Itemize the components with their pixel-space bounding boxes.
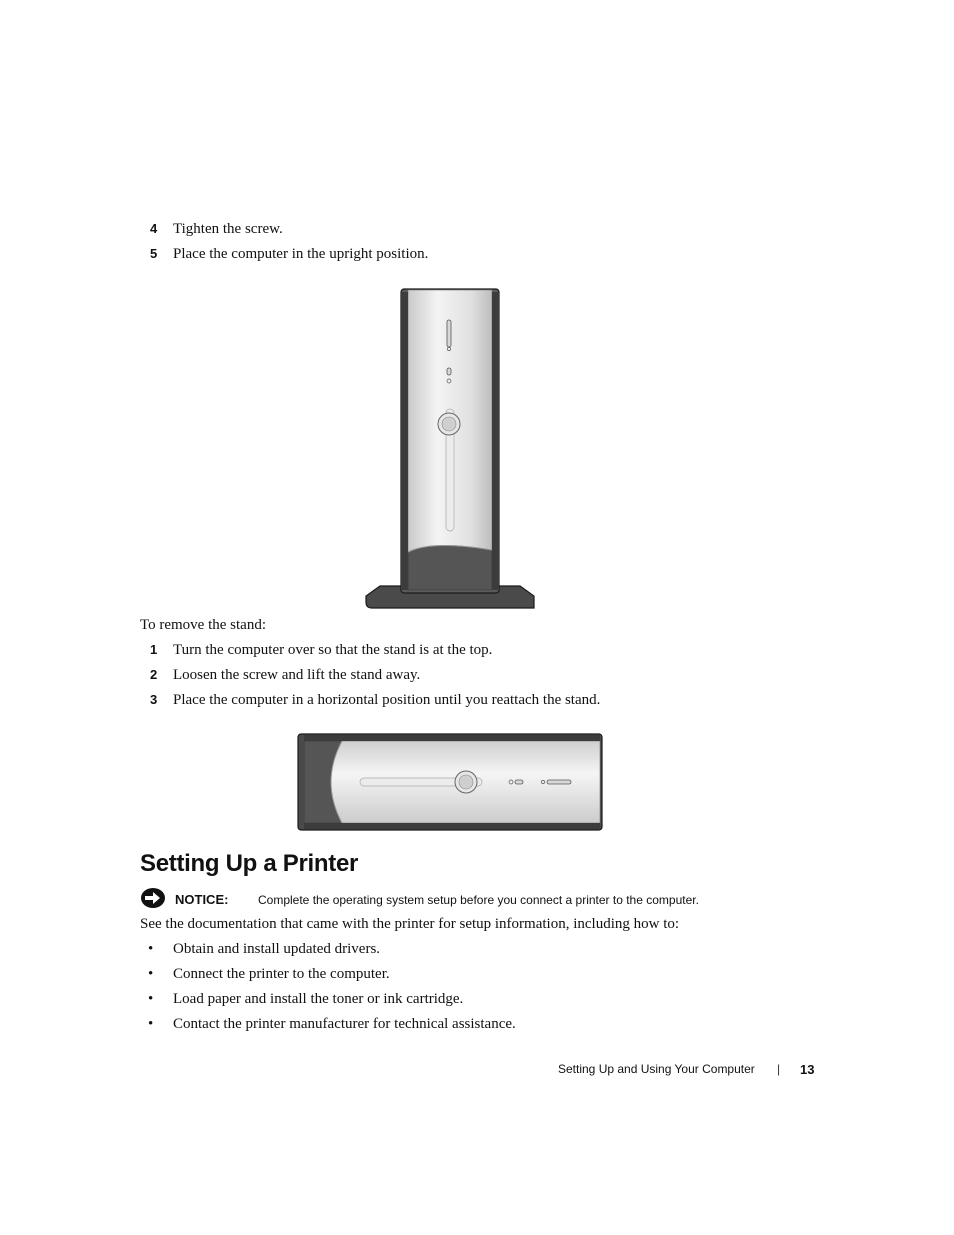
computer-horizontal-illustration bbox=[296, 732, 606, 834]
notice-text: Complete the operating system setup before you connect a printer to the computer. bbox=[258, 893, 699, 907]
step-item bbox=[150, 665, 420, 685]
list-item bbox=[148, 1014, 516, 1034]
step-number: 4 bbox=[150, 221, 158, 236]
footer-section-title: Setting Up and Using Your Computer bbox=[558, 1062, 755, 1076]
step-item bbox=[150, 219, 283, 239]
step-item bbox=[150, 690, 600, 710]
bullet-glyph: • bbox=[148, 941, 154, 957]
list-item-text: Obtain and install updated drivers. bbox=[173, 941, 381, 957]
footer-separator: | bbox=[777, 1062, 781, 1076]
computer-upright-illustration bbox=[360, 284, 540, 610]
notice-arrow-icon bbox=[140, 887, 166, 909]
bullet-glyph: • bbox=[148, 991, 154, 1007]
list-item bbox=[148, 989, 463, 1009]
bullet-glyph: • bbox=[148, 1016, 154, 1032]
step-number: 1 bbox=[150, 642, 158, 657]
step-number: 3 bbox=[150, 692, 158, 707]
section-heading: Setting Up a Printer bbox=[140, 850, 359, 877]
list-item bbox=[148, 939, 380, 959]
step-text: Tighten the screw. bbox=[173, 221, 283, 237]
list-item-text: Connect the printer to the computer. bbox=[173, 966, 390, 982]
step-number: 5 bbox=[150, 246, 158, 261]
step-text: Place the computer in the upright position. bbox=[173, 246, 429, 262]
list-item-text: Load paper and install the toner or ink cartridge. bbox=[173, 991, 464, 1007]
list-item bbox=[148, 964, 390, 984]
step-text: Loosen the screw and lift the stand away. bbox=[173, 667, 421, 683]
printer-intro: See the documentation that came with the printer for setup information, including how to: bbox=[140, 916, 680, 932]
list-item-text: Contact the printer manufacturer for technical assistance. bbox=[173, 1016, 516, 1032]
notice-label: NOTICE: bbox=[175, 892, 229, 907]
step-item bbox=[150, 640, 492, 660]
step-number: 2 bbox=[150, 667, 158, 682]
step-text: Turn the computer over so that the stand is at the top. bbox=[173, 642, 493, 658]
remove-stand-intro: To remove the stand: bbox=[140, 617, 266, 633]
step-text: Place the computer in a horizontal position until you reattach the stand. bbox=[173, 692, 601, 708]
page-number: 13 bbox=[800, 1062, 815, 1077]
bullet-glyph: • bbox=[148, 966, 154, 982]
step-item bbox=[150, 244, 428, 264]
